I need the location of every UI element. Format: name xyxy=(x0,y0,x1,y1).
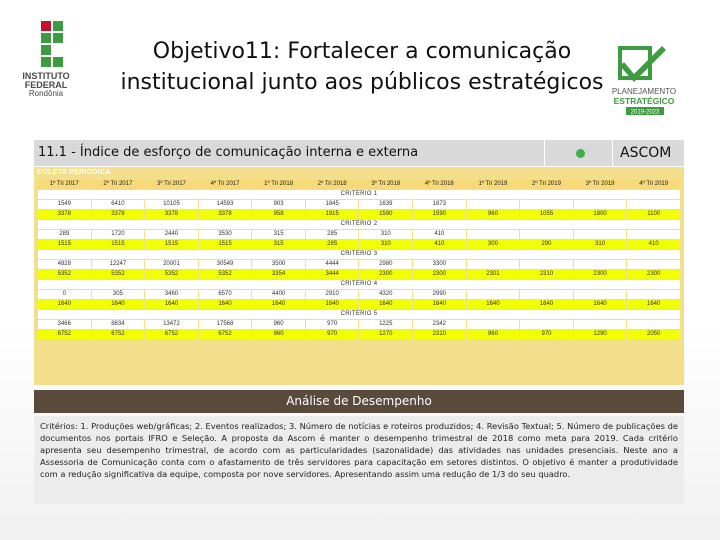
meta-row-cell: 5352 xyxy=(38,270,91,279)
values-row-cell: 14593 xyxy=(199,200,252,209)
values-row-cell xyxy=(574,260,627,269)
values-row-cell: 2342 xyxy=(413,320,466,329)
analysis-text-box xyxy=(34,416,684,504)
data-table xyxy=(37,179,681,340)
criterion-row xyxy=(38,310,680,319)
values-row-cell xyxy=(520,230,573,239)
table-header-row-cell: 3º Tri 2017 xyxy=(145,180,198,189)
values-row-cell xyxy=(627,320,680,329)
meta-row-cell: 1640 xyxy=(627,300,680,309)
meta-row-cell: 970 xyxy=(520,330,573,339)
meta-row-cell: 1100 xyxy=(627,210,680,219)
values-row-cell: 410 xyxy=(413,230,466,239)
meta-row-cell: 1055 xyxy=(520,210,573,219)
meta-row-cell: 1640 xyxy=(199,300,252,309)
values-row-cell: 310 xyxy=(359,230,412,239)
values-row-cell xyxy=(467,290,520,299)
meta-row-cell: 970 xyxy=(306,330,359,339)
meta-row-cell: 3378 xyxy=(145,210,198,219)
meta-row-cell: 960 xyxy=(252,330,305,339)
values-row-cell: 2990 xyxy=(413,290,466,299)
table-header-row-cell: 4º Tri 2017 xyxy=(199,180,252,189)
criterion-label: CRITÉRIO 1 xyxy=(38,190,680,199)
header-divider xyxy=(544,140,545,166)
logo-right-line1: PLANEJAMENTO xyxy=(611,87,677,96)
meta-row-cell: 1800 xyxy=(574,210,627,219)
meta-row-cell: 410 xyxy=(627,240,680,249)
meta-row-cell: 5352 xyxy=(145,270,198,279)
values-row-cell: 3300 xyxy=(413,260,466,269)
values-row-cell: 2440 xyxy=(145,230,198,239)
values-row-cell: 970 xyxy=(306,320,359,329)
logo-right-line2: ESTRATÉGICO xyxy=(613,96,675,106)
planejamento-estrategico-logo xyxy=(604,44,696,116)
values-row-cell: 6410 xyxy=(92,200,145,209)
meta-row xyxy=(38,210,680,219)
values-row-cell: 20001 xyxy=(145,260,198,269)
logo-red-square xyxy=(41,21,51,31)
table-header-row xyxy=(38,180,680,189)
table-header-row-cell: 1º Tri 2019 xyxy=(467,180,520,189)
meta-row-cell: 6752 xyxy=(92,330,145,339)
logo-line1: INSTITUTO xyxy=(22,71,70,81)
periodic-collection-table xyxy=(34,167,684,385)
values-row-cell xyxy=(574,320,627,329)
logo-right-line3: 2019-2023 xyxy=(630,109,660,116)
values-row-cell: 3466 xyxy=(38,320,91,329)
values-row-cell: 12247 xyxy=(92,260,145,269)
values-row-cell: 2910 xyxy=(306,290,359,299)
table-title: COLETA PERIÓDICA xyxy=(37,169,111,176)
table-header-row-cell: 2º Tri 2019 xyxy=(520,180,573,189)
meta-row-cell: 1515 xyxy=(145,240,198,249)
meta-row-cell: 2050 xyxy=(627,330,680,339)
values-row-cell: 4444 xyxy=(306,260,359,269)
values-row xyxy=(38,230,680,239)
values-row-cell: 285 xyxy=(306,230,359,239)
values-row-cell: 1873 xyxy=(413,200,466,209)
table-header-row-cell: 4º Tri 2018 xyxy=(413,180,466,189)
meta-row-cell: 1640 xyxy=(92,300,145,309)
values-row-cell: 2980 xyxy=(359,260,412,269)
values-row-cell: 4400 xyxy=(252,290,305,299)
values-row-cell xyxy=(520,320,573,329)
values-row-cell: 289 xyxy=(38,230,91,239)
table-header-row-cell: 3º Tri 2018 xyxy=(359,180,412,189)
values-row-cell xyxy=(467,200,520,209)
meta-row-cell: 958 xyxy=(252,210,305,219)
meta-row-cell: 3354 xyxy=(252,270,305,279)
meta-row-cell: 1590 xyxy=(413,210,466,219)
meta-row-cell: 6752 xyxy=(199,330,252,339)
meta-row-cell: 3378 xyxy=(92,210,145,219)
meta-row-cell: 410 xyxy=(413,240,466,249)
values-row-cell xyxy=(574,290,627,299)
meta-row-cell: 3378 xyxy=(38,210,91,219)
values-row-cell: 4320 xyxy=(359,290,412,299)
values-row-cell: 0 xyxy=(38,290,91,299)
table-header-row-cell: 1º Tri 2017 xyxy=(38,180,91,189)
meta-row-cell: 1515 xyxy=(92,240,145,249)
values-row-cell xyxy=(574,200,627,209)
values-row xyxy=(38,200,680,209)
values-row-cell: 4828 xyxy=(38,260,91,269)
criterion-row xyxy=(38,250,680,259)
indicator-label: 11.1 - Índice de esforço de comunicação interna e externa xyxy=(38,145,419,160)
values-row-cell: 315 xyxy=(252,230,305,239)
meta-row-cell: 2301 xyxy=(467,270,520,279)
table-header-row-cell: 3º Tri 2019 xyxy=(574,180,627,189)
values-row-cell: 8834 xyxy=(92,320,145,329)
meta-row-cell: 3444 xyxy=(306,270,359,279)
values-row-cell xyxy=(467,260,520,269)
values-row-cell xyxy=(467,320,520,329)
table-header-row-cell: 2º Tri 2018 xyxy=(306,180,359,189)
analysis-heading-bar xyxy=(34,390,684,413)
values-row-cell: 3500 xyxy=(252,260,305,269)
analysis-paragraph: Critérios: 1. Produções web/gráficas; 2. Eventos realizados; 3. Número de notícias e roteiros produzidos; 4. Revisão Textual; 5. Número de publicações de documentos nos portais IFRO e Seleção. A proposta da Ascom é manter o desempenho trimestral de 2018 como meta para 2019. Cada critério apresenta seu desempenho trimestral, de acordo com as particularidades (sazonalidade) das atividades nas unidades presenciais. Neste ano a Assessoria de Comunicação conta com o afastamento de três servidores para capacitação em setores distintos. O objetivo é manter a produtividade com a redução significativa da equipe, composta por nove servidores. Apresentando assim uma redução de 1/3 do seu quadro. xyxy=(40,421,678,479)
values-row-cell: 3460 xyxy=(145,290,198,299)
values-row-cell xyxy=(574,230,627,239)
meta-row-cell: 5352 xyxy=(199,270,252,279)
meta-row-cell: 1515 xyxy=(199,240,252,249)
header-divider xyxy=(612,140,613,166)
values-row-cell: 1225 xyxy=(359,320,412,329)
meta-row-cell: 2310 xyxy=(413,330,466,339)
meta-row-cell: 290 xyxy=(520,240,573,249)
values-row-cell: 30549 xyxy=(199,260,252,269)
values-row-cell xyxy=(627,290,680,299)
status-indicator-dot xyxy=(576,149,585,158)
meta-row xyxy=(38,270,680,279)
meta-row-cell: 1915 xyxy=(306,210,359,219)
meta-row-cell: 960 xyxy=(467,210,520,219)
meta-row-cell: 1290 xyxy=(574,330,627,339)
meta-row xyxy=(38,300,680,309)
meta-row-cell: 1640 xyxy=(359,300,412,309)
values-row-cell: 3530 xyxy=(199,230,252,239)
values-row-cell: 6570 xyxy=(199,290,252,299)
meta-row-cell: 2310 xyxy=(520,270,573,279)
meta-row-cell: 5352 xyxy=(92,270,145,279)
values-row xyxy=(38,320,680,329)
indicator-header-bar xyxy=(34,140,684,166)
table-header-row-cell: 4º Tri 2019 xyxy=(627,180,680,189)
values-row-cell: 1549 xyxy=(38,200,91,209)
values-row-cell: 1845 xyxy=(306,200,359,209)
meta-row-cell: 1640 xyxy=(306,300,359,309)
values-row-cell xyxy=(627,260,680,269)
logo-line3: Rondônia xyxy=(28,89,64,96)
values-row-cell: 17568 xyxy=(199,320,252,329)
meta-row xyxy=(38,330,680,339)
analysis-heading: Análise de Desempenho xyxy=(286,394,432,408)
meta-row-cell: 3378 xyxy=(199,210,252,219)
meta-row-cell: 1640 xyxy=(520,300,573,309)
values-row-cell: 305 xyxy=(92,290,145,299)
criterion-label: CRITÉRIO 3 xyxy=(38,250,680,259)
meta-row-cell: 1640 xyxy=(467,300,520,309)
criterion-row xyxy=(38,280,680,289)
values-row-cell xyxy=(520,260,573,269)
values-row-cell xyxy=(627,230,680,239)
meta-row-cell: 1640 xyxy=(145,300,198,309)
criterion-label: CRITÉRIO 2 xyxy=(38,220,680,229)
values-row-cell xyxy=(520,200,573,209)
meta-row-cell: 6752 xyxy=(145,330,198,339)
values-row-cell: 1639 xyxy=(359,200,412,209)
meta-row-cell: 6752 xyxy=(38,330,91,339)
meta-row-cell: 300 xyxy=(467,240,520,249)
criterion-label: CRITÉRIO 4 xyxy=(38,280,680,289)
meta-row-cell: 2300 xyxy=(413,270,466,279)
criterion-label: CRITÉRIO 5 xyxy=(38,310,680,319)
meta-row-cell: 1270 xyxy=(359,330,412,339)
values-row-cell: 960 xyxy=(252,320,305,329)
meta-row xyxy=(38,240,680,249)
slide-title: Objetivo11: Fortalecer a comunicação institucional junto aos públicos estratégicos xyxy=(120,39,604,95)
meta-row-cell: 2300 xyxy=(574,270,627,279)
values-row-cell: 903 xyxy=(252,200,305,209)
values-row-cell: 10105 xyxy=(145,200,198,209)
meta-row-cell: 960 xyxy=(467,330,520,339)
meta-row-cell: 1640 xyxy=(574,300,627,309)
logo-line2: FEDERAL xyxy=(24,80,68,90)
values-row-cell: 13472 xyxy=(145,320,198,329)
values-row xyxy=(38,290,680,299)
department-label: ASCOM xyxy=(620,145,672,161)
instituto-federal-logo xyxy=(8,18,96,96)
meta-row-cell: 1590 xyxy=(359,210,412,219)
meta-row-cell: 1640 xyxy=(252,300,305,309)
values-row-cell xyxy=(627,200,680,209)
values-row-cell xyxy=(520,290,573,299)
meta-row-cell: 310 xyxy=(574,240,627,249)
table-header-row-cell: 1º Tri 2018 xyxy=(252,180,305,189)
meta-row-cell: 1640 xyxy=(413,300,466,309)
meta-row-cell: 285 xyxy=(306,240,359,249)
meta-row-cell: 1640 xyxy=(38,300,91,309)
meta-row-cell: 315 xyxy=(252,240,305,249)
criterion-row xyxy=(38,190,680,199)
values-row-cell xyxy=(467,230,520,239)
values-row-cell: 1720 xyxy=(92,230,145,239)
meta-row-cell: 1515 xyxy=(38,240,91,249)
meta-row-cell: 310 xyxy=(359,240,412,249)
meta-row-cell: 2300 xyxy=(359,270,412,279)
criterion-row xyxy=(38,220,680,229)
values-row xyxy=(38,260,680,269)
table-header-row-cell: 2º Tri 2017 xyxy=(92,180,145,189)
meta-row-cell: 2300 xyxy=(627,270,680,279)
